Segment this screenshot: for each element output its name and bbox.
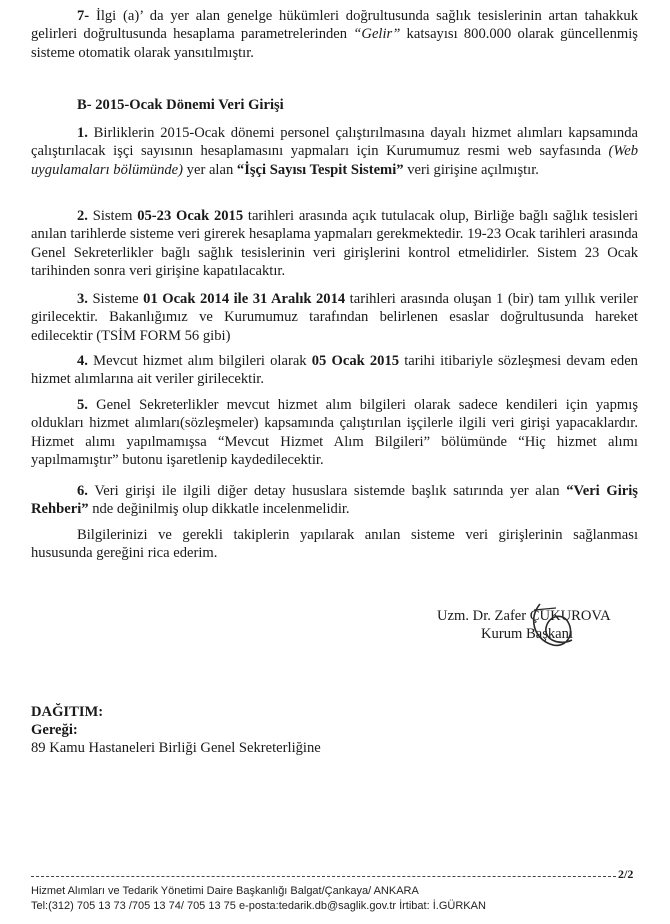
paragraph-text: Sistem <box>87 208 138 224</box>
paragraph-italic: (Web uygulamaları bölümünde) <box>31 143 638 178</box>
paragraph-number: 7- <box>77 8 90 24</box>
paragraph-number: 5. <box>77 397 88 413</box>
footer-address: Hizmet Alımları ve Tedarik Yönetimi Daire Başkanlığı Balgat/Çankaya/ ANKARA <box>31 885 419 897</box>
signatory-title: Kurum Başkanı <box>481 626 574 642</box>
handwritten-signature-icon <box>520 600 580 652</box>
paragraph-text: İlgi (a)’ da yer alan genelge hükümleri doğrultusunda sağlık tesislerinin artan tahakkuk gelirleri doğrultusunda hesaplama parametrelerinden <box>31 8 638 43</box>
footer-divider <box>31 876 616 877</box>
paragraph-text: Mevcut hizmet alım bilgileri olarak <box>87 353 312 369</box>
paragraph-6 <box>31 482 638 519</box>
paragraph-text: katsayısı 800.000 olarak güncellenmiş sisteme otomatik olarak yansıtılmıştır. <box>31 26 638 61</box>
paragraph-bold: 01 Ocak 2014 ile 31 Aralık 2014 <box>143 291 346 307</box>
paragraph-text: veri girişine açılmıştır. <box>403 161 539 178</box>
paragraph-4 <box>31 352 638 389</box>
paragraph-text: tarihleri arasında açık tutulacak olup, Birliğe bağlı sağlık tesisleri anılan tarihlerde sisteme veri girerek hesaplama yapmaları gerekmektedir. 19-23 Ocak tarihleri arasında Genel Sekreterlikler bağlı sağlık tesislerinin veri girişlerini kontrol etmelidirler. Sistem 23 Ocak tarihinden sonra veri girişine kapatılacaktır. <box>31 208 639 280</box>
paragraph-number: 6. <box>77 483 88 499</box>
paragraph-italic: “Gelir” <box>353 26 401 43</box>
footer-contact: Tel:(312) 705 13 73 /705 13 74/ 705 13 75 e-posta:tedarik.db@saglik.gov.tr İrtibat: İ.GÜRKAN <box>31 900 486 912</box>
distribution-block <box>31 703 321 757</box>
paragraph-text: Sisteme <box>87 291 144 307</box>
paragraph-text: tarihi itibariyle sözleşmesi devam eden hizmet alımlarına ait veriler girilecektir. <box>31 353 638 388</box>
distribution-title: DAĞITIM: <box>31 704 104 720</box>
closing-paragraph: Bilgilerinizi ve gerekli takiplerin yapılarak anılan sisteme veri girişlerinin sağlanması hususunda gereğini rica ederim. <box>31 527 638 562</box>
paragraph-3 <box>31 290 638 345</box>
paragraph-1 <box>31 124 638 179</box>
paragraph-number: 3. <box>77 291 88 307</box>
paragraph-bold: 05 Ocak 2015 <box>311 353 400 369</box>
paragraph-text: Birliklerin 2015-Ocak dönemi personel çalıştırılmasına dayalı hizmet alımları kapsamında çalıştırılacak işçi sayısının hesaplamasını yapmaları için Kurumumuz resmi web sayfasında <box>31 125 638 160</box>
paragraph-number: 4. <box>77 353 88 369</box>
paragraph-5 <box>31 396 638 470</box>
paragraph-text: tarihleri arasında oluşan 1 (bir) tam yıllık veriler girilecektir. Bakanlığımız ve Kurumumuz tarafından belirlenen esaslar doğrultusunda hareket edilecektir (TSİM FORM 56 gibi) <box>31 291 638 344</box>
paragraph-bold: 05-23 Ocak 2015 <box>137 208 244 224</box>
section-heading: B- 2015-Ocak Dönemi Veri Girişi <box>77 97 284 113</box>
paragraph-bold: “İşçi Sayısı Tespit Sistemi” <box>236 161 404 178</box>
footer <box>31 884 486 914</box>
paragraph-text: yer alan <box>183 161 237 178</box>
distribution-subtitle: Gereği: <box>31 722 78 738</box>
paragraph-7 <box>31 7 638 62</box>
signatory-name: Uzm. Dr. Zafer ÇUKUROVA <box>437 608 611 624</box>
paragraph-text: Veri girişi ile ilgili diğer detay hususlara sistemde başlık satırında yer alan <box>87 483 567 499</box>
paragraph-number: 1. <box>77 125 88 141</box>
paragraph-text: Genel Sekreterlikler mevcut hizmet alım bilgileri olarak sadece kendileri için yapmış oldukları hizmet alımları(sözleşmeler) kapsamında çalıştırılan işçilerle ilgili veri girişi yapacaklardır. Hizmet alımı yapılmamışsa “Mevcut Hizmet Alım Bilgileri” bölümünde “Hiç hizmet alımı yapılmamıştır” butonu işaretlenip kaydedilecektir. <box>31 397 638 469</box>
paragraph-text: nde değinilmiş olup dikkatle incelenmelidir. <box>88 501 350 518</box>
paragraph-number: 2. <box>77 208 88 224</box>
paragraph-bold: “Veri Giriş Rehberi” <box>31 483 638 518</box>
page-number: 2/2 <box>618 867 634 881</box>
paragraph-2 <box>31 207 638 281</box>
distribution-recipient: 89 Kamu Hastaneleri Birliği Genel Sekreterliğine <box>31 740 321 756</box>
